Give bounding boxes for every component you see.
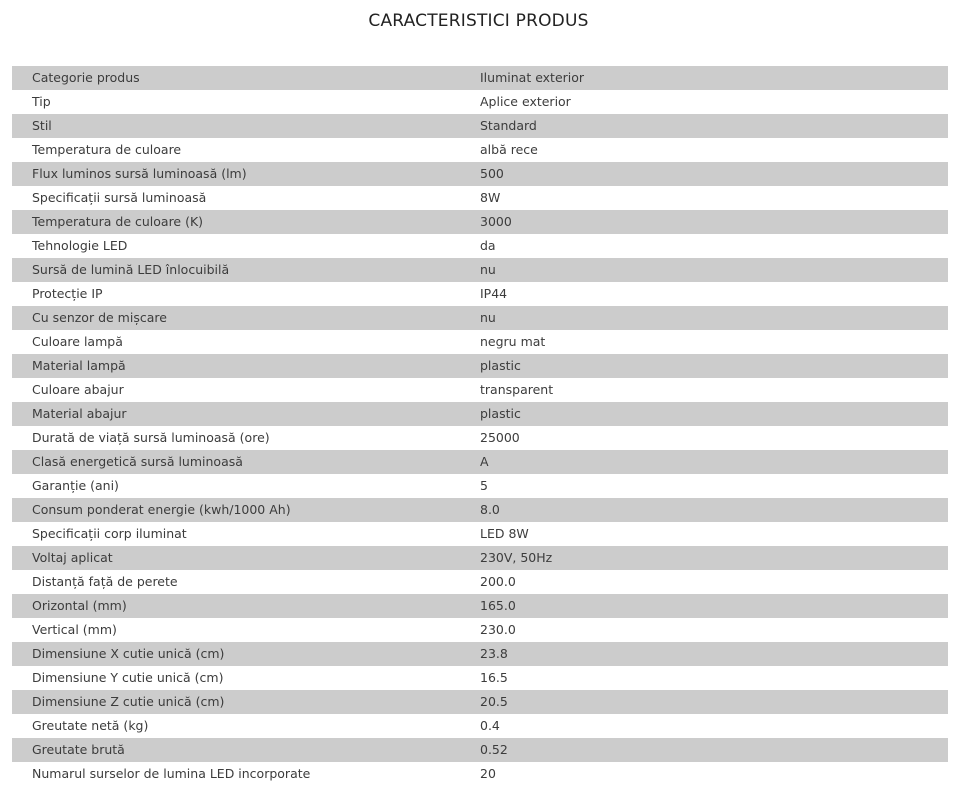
spec-row bbox=[12, 354, 948, 378]
spec-value: 23.8 bbox=[480, 646, 508, 661]
spec-label: Sursă de lumină LED înlocuibilă bbox=[32, 262, 230, 277]
spec-label: Vertical (mm) bbox=[32, 622, 117, 637]
spec-row bbox=[12, 546, 948, 570]
spec-label: Culoare abajur bbox=[32, 382, 124, 397]
spec-row bbox=[12, 402, 948, 426]
spec-value: 16.5 bbox=[480, 670, 508, 685]
spec-label: Durată de viață sursă luminoasă (ore) bbox=[32, 430, 270, 445]
spec-value: 8.0 bbox=[480, 502, 500, 517]
spec-value: 0.4 bbox=[480, 718, 500, 733]
spec-value: 230V, 50Hz bbox=[480, 550, 553, 565]
spec-row bbox=[12, 114, 948, 138]
spec-label: Dimensiune X cutie unică (cm) bbox=[32, 646, 225, 661]
spec-label: Dimensiune Y cutie unică (cm) bbox=[32, 670, 224, 685]
spec-label: Distanță față de perete bbox=[32, 574, 178, 589]
spec-row bbox=[12, 498, 948, 522]
spec-label: Temperatura de culoare bbox=[32, 142, 182, 157]
spec-value: 500 bbox=[480, 166, 504, 181]
spec-row bbox=[12, 330, 948, 354]
spec-value: transparent bbox=[480, 382, 554, 397]
spec-value: Iluminat exterior bbox=[480, 70, 585, 85]
spec-row bbox=[12, 690, 948, 714]
spec-value: 8W bbox=[480, 190, 501, 205]
spec-row bbox=[12, 306, 948, 330]
spec-row bbox=[12, 66, 948, 90]
spec-label: Material abajur bbox=[32, 406, 127, 421]
spec-row bbox=[12, 186, 948, 210]
spec-row bbox=[12, 378, 948, 402]
spec-label: Temperatura de culoare (K) bbox=[32, 214, 204, 229]
spec-row bbox=[12, 138, 948, 162]
spec-label: Tip bbox=[32, 94, 51, 109]
spec-label: Voltaj aplicat bbox=[32, 550, 113, 565]
spec-row bbox=[12, 234, 948, 258]
page-title: CARACTERISTICI PRODUS bbox=[368, 11, 589, 31]
spec-value: LED 8W bbox=[480, 526, 529, 541]
spec-label: Categorie produs bbox=[32, 70, 140, 85]
spec-row bbox=[12, 210, 948, 234]
spec-value: negru mat bbox=[480, 334, 546, 349]
spec-value: 20.5 bbox=[480, 694, 508, 709]
spec-row bbox=[12, 162, 948, 186]
spec-value: albă rece bbox=[480, 142, 538, 157]
spec-label: Clasă energetică sursă luminoasă bbox=[32, 454, 243, 469]
spec-value: 5 bbox=[480, 478, 488, 493]
spec-value: 20 bbox=[480, 766, 496, 781]
spec-label: Tehnologie LED bbox=[32, 238, 128, 253]
spec-value: IP44 bbox=[480, 286, 508, 301]
spec-row bbox=[12, 618, 948, 642]
spec-label: Orizontal (mm) bbox=[32, 598, 127, 613]
spec-label: Garanție (ani) bbox=[32, 478, 119, 493]
spec-value: Standard bbox=[480, 118, 537, 133]
spec-value: 3000 bbox=[480, 214, 512, 229]
spec-label: Material lampă bbox=[32, 358, 126, 373]
spec-value: Aplice exterior bbox=[480, 94, 571, 109]
spec-value: 200.0 bbox=[480, 574, 516, 589]
spec-value: 25000 bbox=[480, 430, 520, 445]
spec-value: plastic bbox=[480, 406, 521, 421]
spec-value: 165.0 bbox=[480, 598, 516, 613]
spec-row bbox=[12, 474, 948, 498]
spec-value: plastic bbox=[480, 358, 521, 373]
spec-label: Protecție IP bbox=[32, 286, 103, 301]
spec-label: Cu senzor de mișcare bbox=[32, 310, 167, 325]
spec-label: Greutate brută bbox=[32, 742, 125, 757]
spec-row bbox=[12, 258, 948, 282]
spec-row bbox=[12, 594, 948, 618]
spec-value: nu bbox=[480, 262, 496, 277]
spec-row bbox=[12, 450, 948, 474]
spec-label: Dimensiune Z cutie unică (cm) bbox=[32, 694, 225, 709]
spec-row bbox=[12, 522, 948, 546]
spec-value: nu bbox=[480, 310, 496, 325]
spec-value: da bbox=[480, 238, 496, 253]
spec-label: Stil bbox=[32, 118, 52, 133]
spec-value: 0.52 bbox=[480, 742, 508, 757]
spec-row bbox=[12, 570, 948, 594]
spec-row bbox=[12, 642, 948, 666]
spec-label: Specificații corp iluminat bbox=[32, 526, 187, 541]
spec-label: Specificații sursă luminoasă bbox=[32, 190, 207, 205]
spec-label: Numarul surselor de lumina LED incorporate bbox=[32, 766, 311, 781]
spec-label: Culoare lampă bbox=[32, 334, 123, 349]
spec-row bbox=[12, 90, 948, 114]
spec-row bbox=[12, 762, 948, 786]
spec-label: Greutate netă (kg) bbox=[32, 718, 149, 733]
spec-row bbox=[12, 666, 948, 690]
spec-row bbox=[12, 714, 948, 738]
spec-value: 230.0 bbox=[480, 622, 516, 637]
spec-row bbox=[12, 426, 948, 450]
specs-table bbox=[12, 66, 948, 786]
spec-row bbox=[12, 282, 948, 306]
spec-label: Consum ponderat energie (kwh/1000 Ah) bbox=[32, 502, 291, 517]
spec-label: Flux luminos sursă luminoasă (lm) bbox=[32, 166, 247, 181]
spec-row bbox=[12, 738, 948, 762]
spec-value: A bbox=[480, 454, 489, 469]
